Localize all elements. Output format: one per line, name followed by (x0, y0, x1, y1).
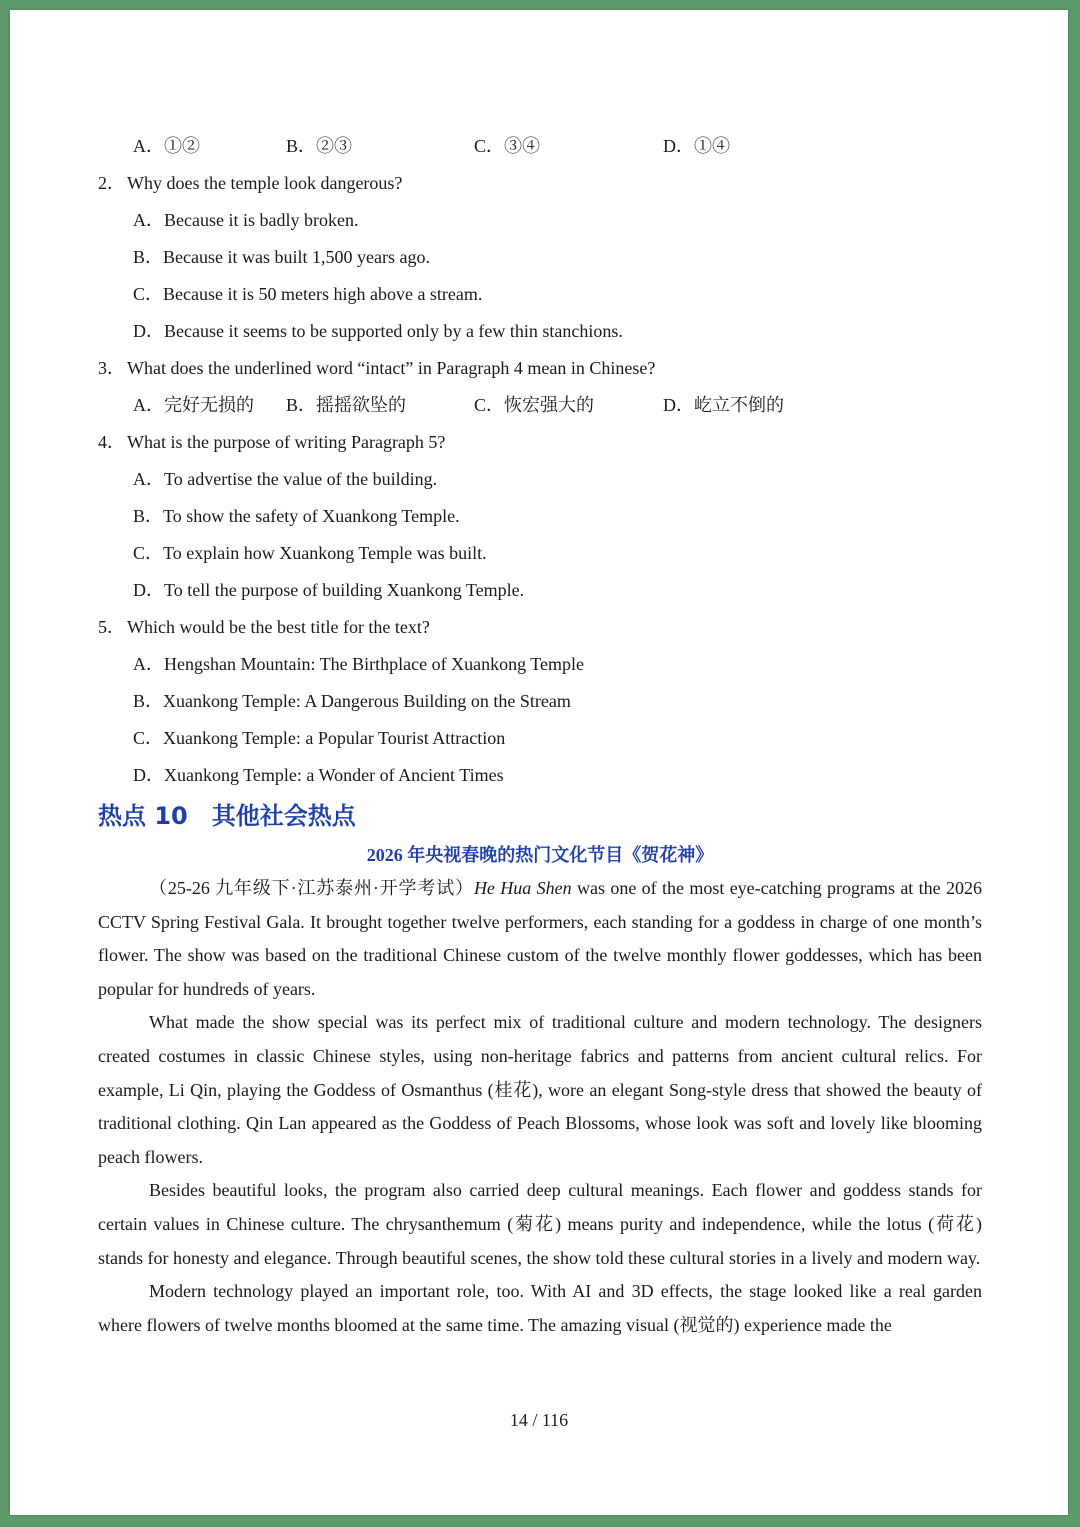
question-text: What does the underlined word “intact” in Paragraph 4 mean in Chinese? (127, 358, 656, 378)
article-paragraph-3: Besides beautiful looks, the program also carried deep cultural meanings. Each flower and goddess stands for certain values in Chinese culture. The chrysanthemum (菊花) means purity and independence, while the lotus (荷花) stands for honesty and elegance. Through beautiful scenes, the show told these cultural stories in a lively and modern way. (98, 1180, 982, 1268)
question-number: 4． (98, 432, 125, 452)
option-b: B．摇摇欲坠的 (286, 395, 407, 415)
option-a: A．完好无损的 (133, 395, 254, 415)
question-number: 3． (98, 358, 125, 378)
option-a: A．Because it is badly broken. (133, 210, 359, 230)
option-a: A．①② (133, 136, 200, 156)
article-paragraph-4: Modern technology played an important role, too. With AI and 3D effects, the stage looked like a real garden where flowers of twelve months bloomed at the same time. The amazing visual (视觉的) experience made the (98, 1281, 982, 1335)
program-name: He Hua Shen (473, 878, 572, 898)
option-d: D．屹立不倒的 (663, 395, 784, 415)
section-label: 热点 10 (98, 802, 188, 830)
option-c: C．恢宏强大的 (474, 395, 595, 415)
article-title: 2026 年央视春晚的热门文化节目《贺花神》 (366, 845, 714, 865)
option-c: C．To explain how Xuankong Temple was built. (133, 543, 487, 563)
article-paragraph-2: What made the show special was its perfect mix of traditional culture and modern technology. The designers created costumes in classic Chinese styles, using non-heritage fabrics and patterns from ancient cultural relics. For example, Li Qin, playing the Goddess of Osmanthus (桂花), wore an elegant Song-style dress that showed the beauty of traditional clothing. Qin Lan appeared as the Goddess of Peach Blossoms, whose look was soft and lovely like blooming peach flowers. (98, 1012, 982, 1167)
question-text: Why does the temple look dangerous? (127, 173, 403, 193)
option-d: D．Because it seems to be supported only by a few thin stanchions. (133, 321, 623, 341)
question-2 (98, 165, 982, 202)
article-source: （25-26 九年级下·江苏泰州·开学考试） (149, 878, 474, 898)
document-page (10, 10, 1068, 1515)
section-heading (98, 794, 982, 838)
page-number: 14 / 116 (509, 1410, 569, 1430)
option-b: B．To show the safety of Xuankong Temple. (133, 506, 460, 526)
question-5 (98, 609, 982, 646)
option-d: D．①④ (663, 136, 730, 156)
q3-options (98, 387, 982, 424)
question-text: Which would be the best title for the text? (127, 617, 430, 637)
option-b: B．②③ (286, 136, 353, 156)
question-3 (98, 350, 982, 387)
option-b: B．Xuankong Temple: A Dangerous Building on the Stream (133, 691, 571, 711)
option-b: B．Because it was built 1,500 years ago. (133, 247, 430, 267)
option-c: C．③④ (474, 136, 541, 156)
option-c: C．Because it is 50 meters high above a stream. (133, 284, 483, 304)
question-text: What is the purpose of writing Paragraph 5? (127, 432, 446, 452)
question-number: 2． (98, 173, 125, 193)
option-a: A．Hengshan Mountain: The Birthplace of Xuankong Temple (133, 654, 584, 674)
question-4 (98, 424, 982, 461)
article-paragraph-1 (98, 872, 982, 1006)
page-content (98, 128, 982, 1342)
option-d: D．To tell the purpose of building Xuankong Temple. (133, 580, 525, 600)
section-title: 其他社会热点 (211, 802, 356, 830)
option-a: A．To advertise the value of the building. (133, 469, 438, 489)
q1-options (98, 128, 982, 165)
option-c: C．Xuankong Temple: a Popular Tourist Attraction (133, 728, 506, 748)
option-d: D．Xuankong Temple: a Wonder of Ancient Times (133, 765, 504, 785)
paragraph-text: was one of the most eye-catching programs at the 2026 CCTV Spring Festival Gala. It brought together twelve performers, each standing for a goddess in charge of one month’s flower. The show was based on the traditional Chinese custom of the twelve monthly flower goddesses, which has been popular for hundreds of years. (98, 878, 983, 999)
question-number: 5． (98, 617, 125, 637)
